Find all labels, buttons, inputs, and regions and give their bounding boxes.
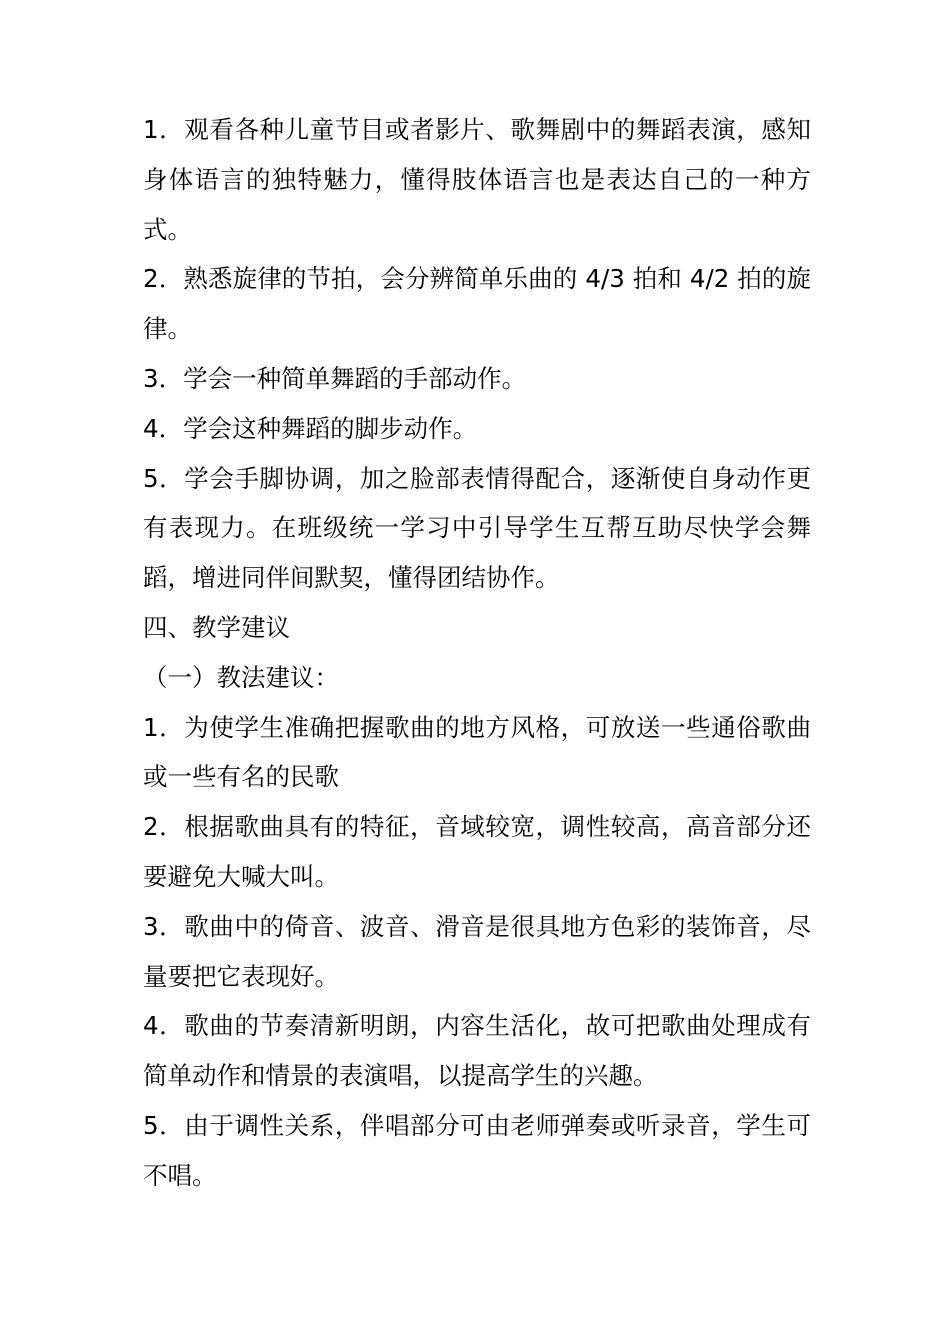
paragraph-objective-3: 3．学会一种简单舞蹈的手部动作。 [143,363,527,393]
paragraph-objective-2: 2．熟悉旋律的节拍，会分辨简单乐曲的 4/3 拍和 4/2 拍的旋律。 [143,264,811,344]
paragraph-suggestion-4: 4．歌曲的节奏清新明朗，内容生活化，故可把歌曲处理成有简单动作和情景的表演唱，以提高学生的兴趣。 [143,1011,811,1091]
section-heading-teaching-suggestions: 四、教学建议 [143,612,290,642]
paragraph-suggestion-3: 3．歌曲中的倚音、波音、滑音是很具地方色彩的装饰音，尽量要把它表现好。 [143,911,811,991]
paragraph-objective-1: 1．观看各种儿童节目或者影片、歌舞剧中的舞蹈表演，感知身体语言的独特魅力，懂得肢体语言也是表达自己的一种方式。 [143,115,811,244]
paragraph-suggestion-5: 5．由于调性关系，伴唱部分可由老师弹奏或听录音，学生可不唱。 [143,1110,811,1190]
paragraph-objective-5: 5．学会手脚协调，加之脸部表情得配合，逐渐使自身动作更有表现力。在班级统一学习中引导学生互帮互助尽快学会舞蹈，增进同伴间默契，懂得团结协作。 [143,463,811,593]
paragraph-suggestion-1: 1．为使学生准确把握歌曲的地方风格，可放送一些通俗歌曲或一些有名的民歌 [143,712,811,792]
subsection-heading-method-suggestions: （一）教法建议： [143,662,339,692]
document-page [143,105,811,1201]
paragraph-objective-4: 4．学会这种舞蹈的脚步动作。 [143,413,478,443]
paragraph-suggestion-2: 2．根据歌曲具有的特征，音域较宽，调性较高，高音部分还要避免大喊大叫。 [143,812,811,891]
